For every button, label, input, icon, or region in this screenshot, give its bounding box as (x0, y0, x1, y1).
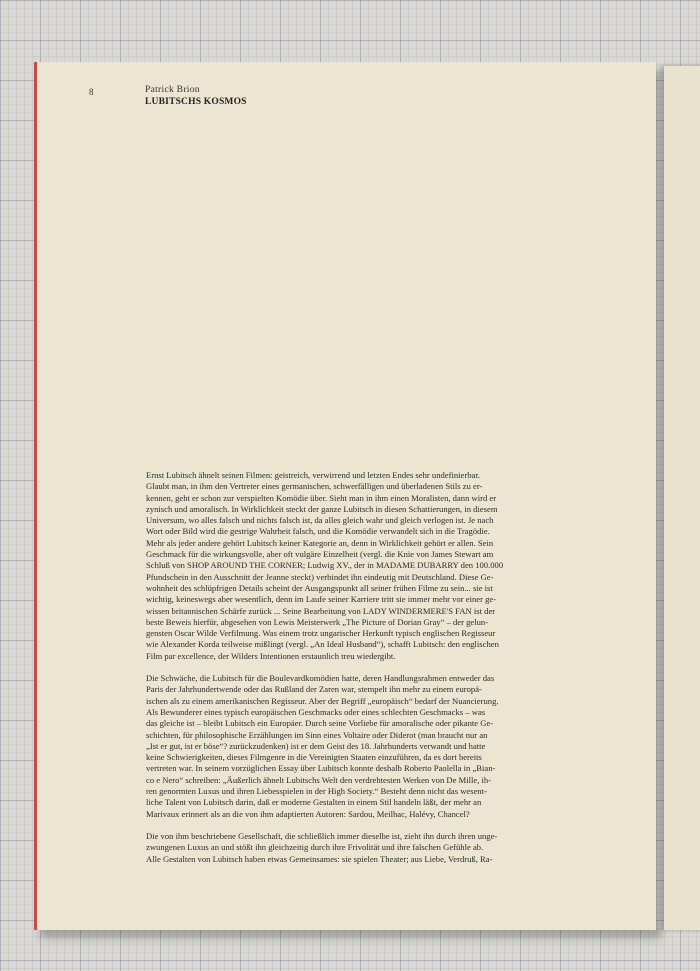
adjacent-page-edge (664, 66, 700, 930)
page-number: 8 (89, 87, 94, 97)
paragraph-1: Ernst Lubitsch ähnelt seinen Filmen: geistreich, verwirrend und letzten Endes sehr undefinierbar. Glaubt man, in ihm den Vertreter eines germanischen, schwerfälligen und überladenen Stils zu er- kennen, geht er schon zur verspielten Komödie über. Sieht man in ihm einen Moralisten, dann wird er zynisch und amoralisch. In Wirklichkeit steckt der ganze Lubitsch in diesen Schattierungen, in diesem Universum, wo alles falsch und nichts falsch ist, da alles gleich wahr und gleich verlogen ist. Je nach Wort oder Bild wird die gestrige Wahrheit falsch, und die Komödie verwandelt sich in die Tragödie. Mehr als jeder andere gehört Lubitsch keiner Kategorie an, denn in Wirklichkeit gehört er allen. Sein Geschmack für die wirkungsvolle, aber oft vulgäre Einzelheit (vergl. die Knie von James Stewart am Schluß von SHOP AROUND THE CORNER; Ludwig XV., der in MADAME DUBARRY den 100.000 Pfundschein in den Ausschnitt der Jeanne steckt) verbindet ihn eindeutig mit Deutschland. Diese Ge- wohnheit des schlüpfrigen Details scheint der Ausgangspunkt all seiner frühen Filme zu sein... sie ist wichtig, keineswegs aber wesentlich, denn im Laufe seiner Karriere tritt sie immer mehr vor einer ge- wissen britannischen Schärfe zurück ... Seine Bearbeitung von LADY WINDERMERE'S FAN ist der beste Beweis hierfür, abgesehen von Lewis Meisterwerk „The Picture of Dorian Gray“ – der gelun- gensten Oscar Wilde Verfilmung. Was einem trotz ungarischer Herkunft typisch englischen Regisseur wie Alexander Korda teilweise mißlingt (vergl. „An Ideal Husband“), schafft Lubitsch: den englischen Film par excellence, der Wilders Intentionen erstaunlich treu wiedergibt. (146, 470, 504, 661)
chapter-title: LUBITSCHS KOSMOS (145, 97, 247, 107)
body-text (146, 470, 616, 876)
book-page (34, 62, 656, 930)
author-name: Patrick Brion (145, 85, 200, 95)
paragraph-2: Die Schwäche, die Lubitsch für die Boulevardkomödien hatte, deren Handlungsrahmen entweder das Paris der Jahrhundertwende oder das Rußland der Zaren war, stempelt ihn mehr zu einem europä- ischen als zu einem amerikanischen Regisseur. Aber der Begriff „europäisch“ bedarf der Nuancierung. Als Bewunderer eines typisch europäischen Geschmacks oder eines schlechten Geschmacks – was das gleiche ist – bleibt Lubitsch ein Europäer. Durch seine Vorliebe für amoralische oder pikante Ge- schichten, für philosophische Erzählungen im Sinn eines Voltaire oder Diderot (man braucht nur an „Ist er gut, ist er böse“? zurückzudenken) ist er dem Geist des 18. Jahrhunderts verwandt und hatte keine Schwierigkeiten, dieses Filmgenre in die Vereinigten Staaten einzuführen, da es dort bereits vertreten war. In seinem vorzüglichen Essay über Lubitsch konnte deshalb Roberto Paolella in „Bian- co e Nero“ schreiben: „Äußerlich ähnelt Lubitschs Welt den verdrehtesten Werken von De Mille, ih- ren genormten Luxus und ihren Liebesspielen in der High Society.“ Besteht denn nicht das wesent- liche Talent von Lubitsch darin, daß er moderne Gestalten in einem Stil handeln läßt, der mehr an Marivaux erinnert als an die von ihm adaptierten Autoren: Sardou, Meilhac, Halévy, Chancel? (146, 673, 499, 819)
paragraph-3: Die von ihm beschriebene Gesellschaft, die schließlich immer dieselbe ist, zieht ihn durch ihren unge- zwungenen Luxus an und stößt ihn gleichzeitig durch ihre Frivolität und ihre falschen Gefühle ab. Alle Gestalten von Lubitsch haben etwas Gemeinsames: sie spielen Theater; aus Liebe, Verdruß, Ra- (146, 830, 498, 864)
